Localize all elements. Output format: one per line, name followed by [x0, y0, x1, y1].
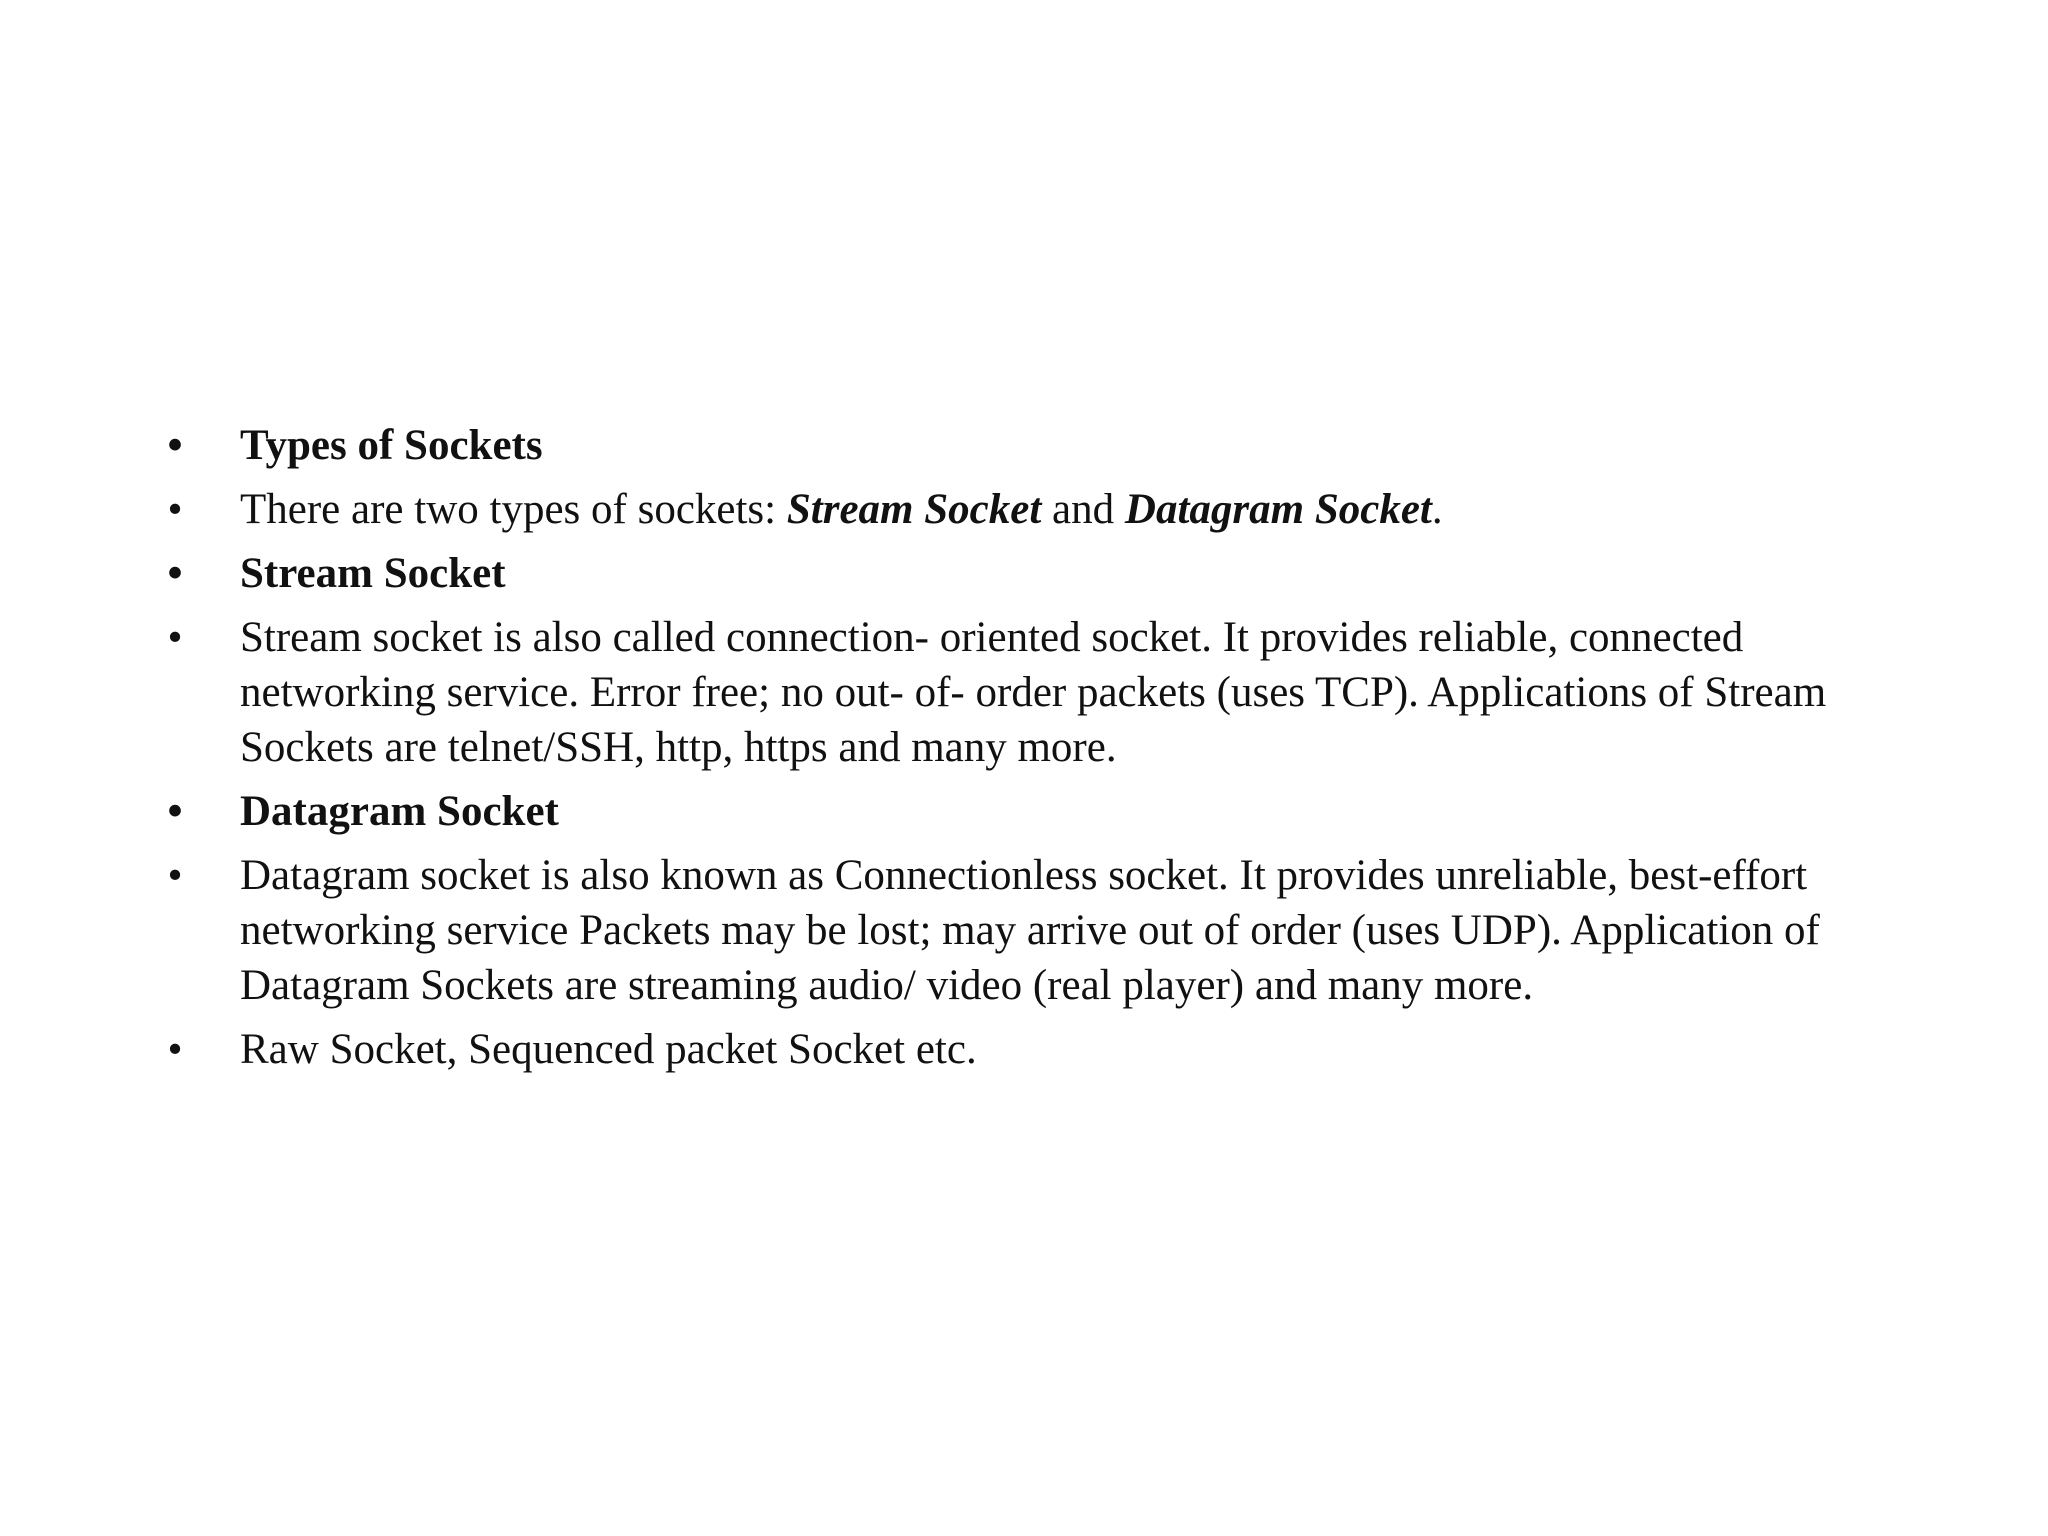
body-text: Datagram socket is also known as Connectionless socket. It provides unreliable, best-effort networking service Packets may be lost; may arrive out of order (uses UDP). Application of Datagram Sockets are streaming audio/ video (real player) and many more. — [240, 852, 1820, 1009]
heading-text: Datagram Socket — [240, 788, 559, 835]
bullet-icon: • — [167, 852, 183, 899]
body-text: Stream socket is also called connection- oriented socket. It provides reliable, connected networking service. Error free; no out- of- order packets (uses TCP). Applications of Stream Sockets are telnet/SSH, http, https and many more. — [240, 614, 1827, 771]
bullet-heading-datagram-socket — [160, 784, 1920, 839]
term-stream-socket: Stream Socket — [786, 486, 1042, 533]
bullet-icon: • — [167, 788, 183, 835]
intro-joiner: and — [1041, 486, 1125, 533]
bullet-datagram-socket-description — [160, 848, 1920, 1013]
intro-prefix: There are two types of sockets: — [240, 486, 787, 533]
bullet-other-sockets — [160, 1022, 1920, 1077]
bullet-stream-socket-description — [160, 610, 1920, 775]
bullet-icon: • — [167, 486, 183, 533]
bullet-icon: • — [167, 1026, 183, 1073]
bullet-heading-types-of-sockets — [160, 418, 1920, 473]
bullet-heading-stream-socket — [160, 546, 1920, 601]
intro-suffix: . — [1431, 486, 1443, 533]
body-text: Raw Socket, Sequenced packet Socket etc. — [240, 1026, 977, 1073]
bullet-list — [160, 418, 1920, 1086]
bullet-icon: • — [167, 422, 183, 469]
bullet-icon: • — [167, 614, 183, 661]
bullet-intro — [160, 482, 1920, 537]
bullet-icon: • — [167, 550, 183, 597]
term-datagram-socket: Datagram Socket — [1124, 486, 1432, 533]
intro-text — [240, 486, 1443, 533]
heading-text: Stream Socket — [240, 550, 506, 597]
heading-text: Types of Sockets — [240, 422, 543, 469]
